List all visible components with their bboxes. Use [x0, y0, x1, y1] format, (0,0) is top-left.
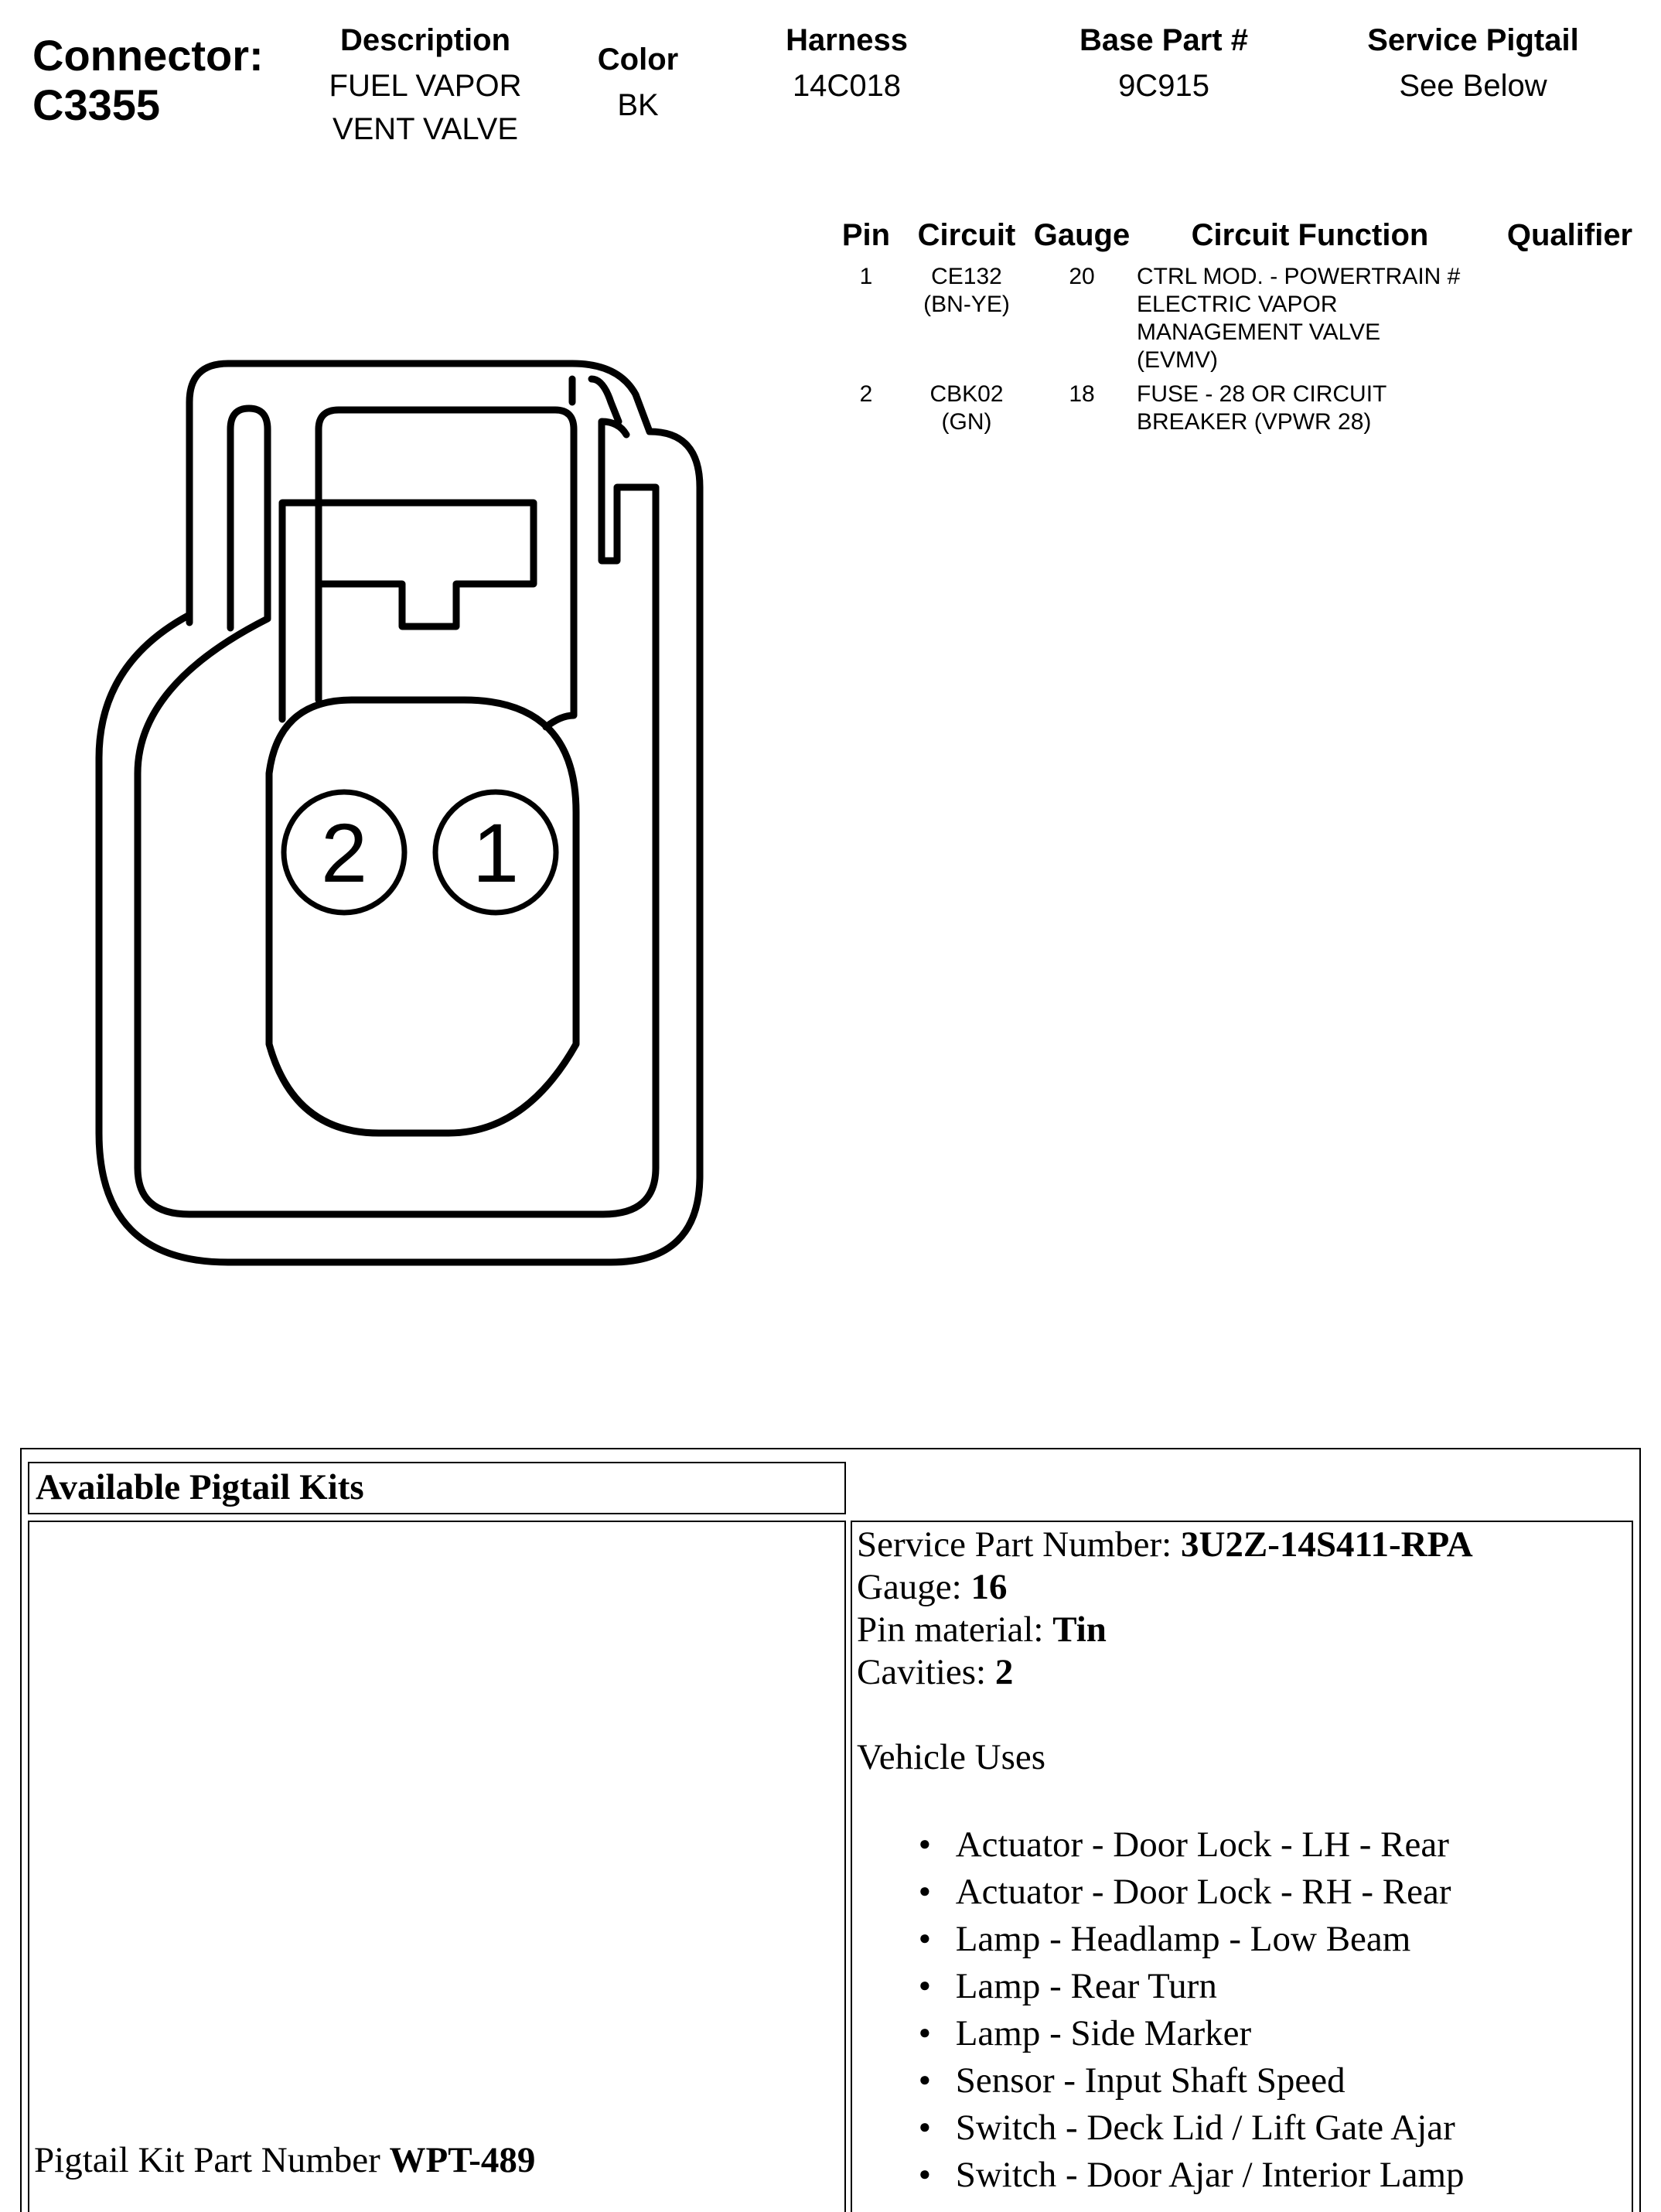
pigtail-details-cell: [851, 1521, 1633, 2212]
gauge-value: 16: [970, 1567, 1008, 1607]
pin-header: Pin: [841, 218, 891, 252]
housing-outer-outline: [99, 364, 700, 1262]
circuit-cell: [905, 381, 1028, 436]
cavities-label: Cavities:: [857, 1652, 995, 1692]
service-part-label: Service Part Number:: [857, 1524, 1181, 1565]
harness-column: [742, 23, 951, 108]
color-label: Color: [597, 43, 679, 77]
list-item: ● Lamp - Side Marker: [919, 2012, 1627, 2060]
pigtail-section-title: Available Pigtail Kits: [36, 1467, 364, 1507]
function-line: FUSE - 28 OR CIRCUIT: [1137, 381, 1387, 407]
pigtail-kit-part: [34, 2139, 535, 2182]
list-item: ● Switch - Door Ajar / Interior Lamp: [919, 2154, 1627, 2201]
list-item: ● Sensor - Input Shaft Speed: [919, 2060, 1627, 2107]
gauge-line: [857, 1566, 1627, 1609]
description-label: Description: [339, 23, 511, 57]
service-pigtail-column: [1338, 23, 1608, 108]
function-line: (EVMV): [1137, 347, 1218, 373]
pin-material-label: Pin material:: [857, 1610, 1053, 1650]
list-item: ● Switch - Deck Lid / Lift Gate Ajar: [919, 2107, 1627, 2154]
qualifier-header: Qualifier: [1506, 218, 1633, 252]
pin-2-cavity: [284, 792, 404, 913]
circuit-header: Circuit: [917, 218, 1016, 252]
gauge-label: Gauge:: [857, 1567, 971, 1607]
pin-material-line: [857, 1609, 1627, 1651]
pin-1-cavity: [435, 792, 556, 913]
pin-insert-outline: [269, 700, 576, 1133]
base-part-value: 9C915: [1118, 69, 1209, 103]
service-part-line: [857, 1524, 1627, 1566]
latch-outline: [592, 379, 619, 422]
circuit-color: (BN-YE): [923, 292, 1010, 317]
color-value: BK: [617, 88, 659, 122]
function-line: BREAKER (VPWR 28): [1137, 409, 1372, 435]
function-line: MANAGEMENT VALVE: [1137, 319, 1381, 345]
function-line: CTRL MOD. - POWERTRAIN #: [1137, 264, 1461, 289]
connector-face-diagram: [0, 0, 773, 1315]
list-item: ● Lamp - Headlamp - Low Beam: [919, 1918, 1627, 1965]
vehicle-uses-list: [857, 1824, 1627, 2201]
function-header: Circuit Function: [1191, 218, 1429, 252]
circuit-cell: [905, 263, 1028, 319]
pin-1-label: 1: [472, 806, 520, 899]
base-part-column: [1036, 23, 1291, 108]
list-item: ● Actuator - Door Lock - RH - Rear: [919, 1871, 1627, 1918]
harness-value: 14C018: [792, 69, 902, 103]
circuit-code: CBK02: [929, 381, 1004, 407]
base-part-label: Base Part #: [1079, 23, 1248, 57]
kit-part-value: WPT-489: [389, 2140, 536, 2180]
function-cell: [1137, 381, 1500, 436]
cavities-line: [857, 1651, 1627, 1694]
pigtail-title-cell: [28, 1462, 846, 1514]
connector-id: C3355: [32, 80, 161, 129]
service-pigtail-value: See Below: [1399, 69, 1547, 103]
circuit-color: (GN): [941, 409, 992, 435]
function-line: ELECTRIC VAPOR: [1137, 292, 1338, 317]
gauge-cell: 18: [1069, 381, 1095, 407]
pin-number: 1: [859, 264, 873, 289]
pin-2-label: 2: [320, 806, 368, 899]
gauge-header: Gauge: [1033, 218, 1131, 252]
kit-part-label: Pigtail Kit Part Number: [34, 2140, 390, 2180]
list-item: ● Actuator - Door Lock - LH - Rear: [919, 1824, 1627, 1871]
connector-label: Connector:: [32, 31, 264, 80]
list-item: ● Lamp - Rear Turn: [919, 1965, 1627, 2012]
harness-label: Harness: [786, 23, 908, 57]
gauge-cell: 20: [1069, 264, 1095, 289]
pigtail-kit-left-cell: [28, 1521, 846, 2212]
service-pigtail-label: Service Pigtail: [1367, 23, 1579, 57]
circuit-code: CE132: [931, 264, 1002, 289]
service-part-value: 3U2Z-14S411-RPA: [1180, 1524, 1473, 1565]
cavities-value: 2: [994, 1652, 1014, 1692]
vehicle-uses-label: Vehicle Uses: [857, 1737, 1046, 1777]
description-line-2: VENT VALVE: [332, 112, 519, 146]
function-cell: [1137, 263, 1500, 374]
pin-material-value: Tin: [1052, 1610, 1107, 1650]
pin-table: [820, 218, 1655, 450]
description-line-1: FUEL VAPOR: [329, 69, 522, 103]
pin-number: 2: [859, 381, 873, 407]
